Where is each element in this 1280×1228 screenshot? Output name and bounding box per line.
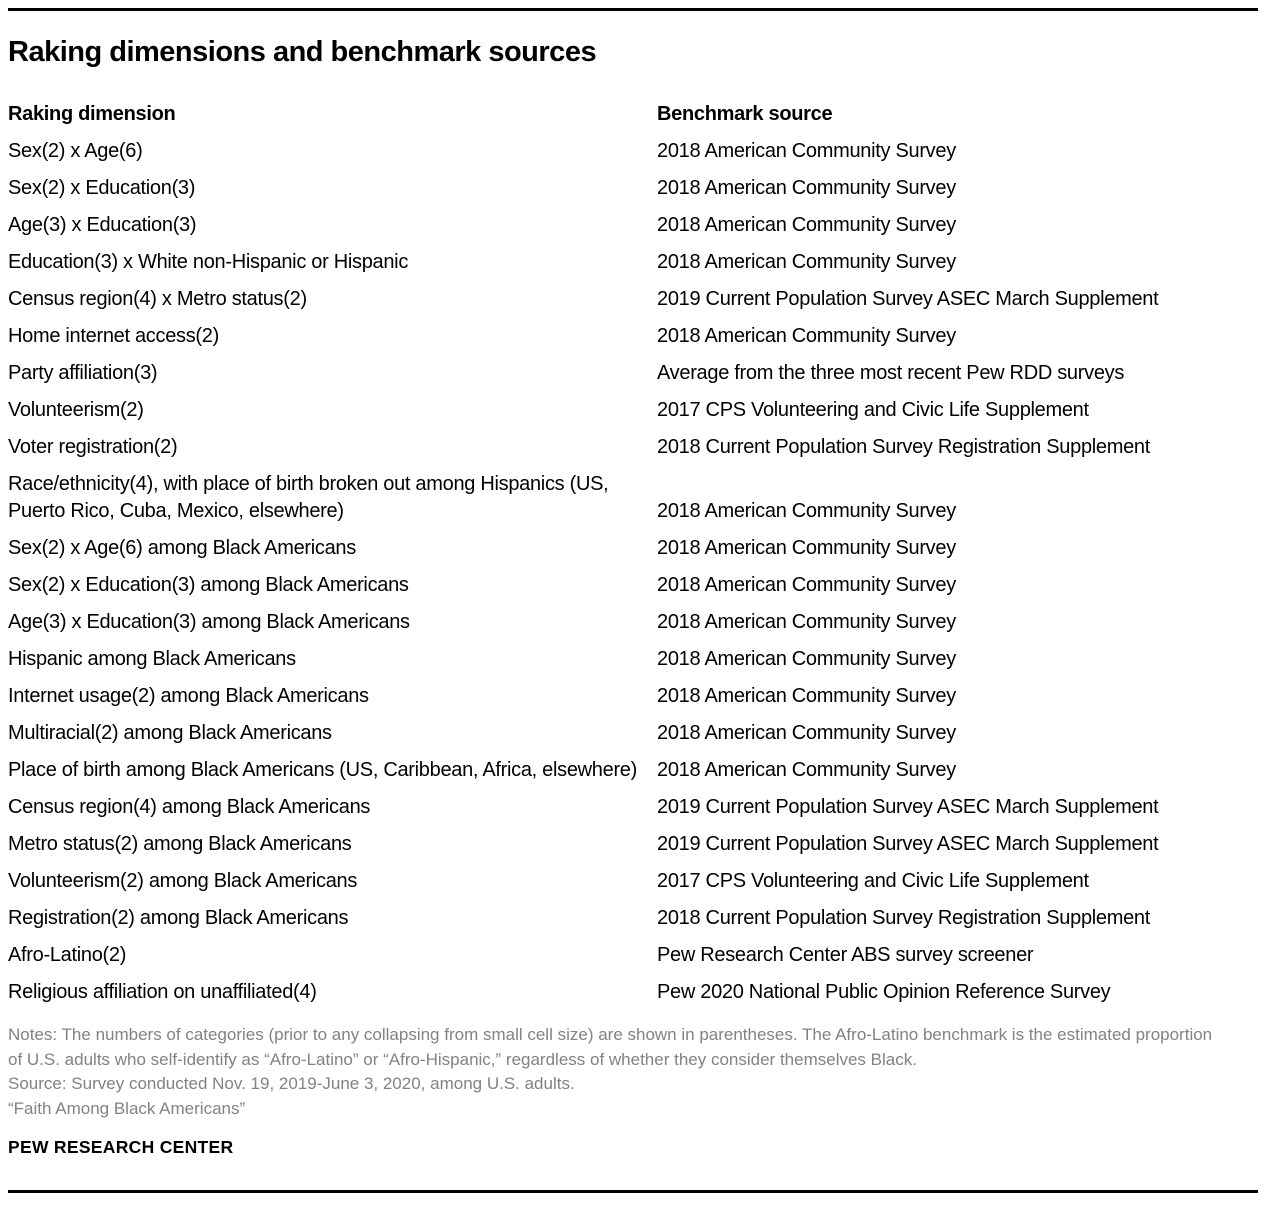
benchmark-source-cell: 2018 American Community Survey (657, 325, 956, 347)
table-row (8, 604, 1258, 641)
report-title-text: “Faith Among Black Americans” (8, 1098, 246, 1118)
table-row (8, 715, 1258, 752)
table-row (8, 244, 1258, 281)
table-row (8, 641, 1258, 678)
table-row (8, 789, 1258, 826)
raking-dimension-cell: Sex(2) x Age(6) (8, 140, 143, 162)
raking-dimension-cell: Census region(4) x Metro status(2) (8, 288, 307, 310)
raking-dimension-cell: Volunteerism(2) among Black Americans (8, 870, 358, 892)
table-row (8, 170, 1258, 207)
benchmark-source-cell: 2018 American Community Survey (657, 648, 956, 670)
benchmark-source-cell: 2019 Current Population Survey ASEC March Supplement (657, 288, 1159, 310)
raking-dimension-cell: Voter registration(2) (8, 436, 178, 458)
benchmark-source-cell: 2018 American Community Survey (657, 500, 956, 522)
benchmark-source-cell: 2018 American Community Survey (657, 574, 956, 596)
raking-dimension-cell: Census region(4) among Black Americans (8, 796, 371, 818)
raking-dimension-cell: Multiracial(2) among Black Americans (8, 722, 332, 744)
benchmark-source-cell: 2018 American Community Survey (657, 759, 956, 781)
table-row (8, 567, 1258, 604)
benchmark-source-cell: 2017 CPS Volunteering and Civic Life Supplement (657, 870, 1089, 892)
benchmark-source-cell: 2018 American Community Survey (657, 251, 956, 273)
table-row (8, 133, 1258, 170)
raking-dimension-cell: Hispanic among Black Americans (8, 648, 296, 670)
table-row (8, 678, 1258, 715)
table-row (8, 207, 1258, 244)
raking-dimension-cell: Registration(2) among Black Americans (8, 907, 349, 929)
pew-research-center-brand: PEW RESEARCH CENTER (8, 1137, 234, 1157)
raking-dimension-cell: Volunteerism(2) (8, 399, 144, 421)
benchmark-source-cell: 2018 American Community Survey (657, 177, 956, 199)
table-row (8, 281, 1258, 318)
benchmark-source-cell: Pew 2020 National Public Opinion Reference Survey (657, 981, 1111, 1003)
table-row (8, 355, 1258, 392)
raking-dimension-cell: Religious affiliation on unaffiliated(4) (8, 981, 317, 1003)
raking-dimension-cell: Home internet access(2) (8, 325, 219, 347)
table-header-row (8, 96, 1258, 133)
raking-dimension-cell: Sex(2) x Education(3) among Black Americans (8, 574, 409, 596)
table-row (8, 318, 1258, 355)
notes-text: Notes: The numbers of categories (prior to any collapsing from small cell size) are shown in parentheses. The Afro-Latino benchmark is the estimated proportion of U.S. adults who self-identify as “Afro-Latino” or “Afro-Hispanic,” regardless of whether they consider themselves Black. (8, 1025, 1213, 1069)
table-row (8, 937, 1258, 974)
raking-dimension-cell: Age(3) x Education(3) among Black Americans (8, 611, 410, 633)
table-row (8, 900, 1258, 937)
column-header-benchmark-source: Benchmark source (657, 103, 833, 125)
table-row (8, 863, 1258, 900)
table-body (8, 133, 1258, 1011)
benchmark-source-cell: 2018 American Community Survey (657, 685, 956, 707)
benchmark-source-cell: 2018 American Community Survey (657, 537, 956, 559)
raking-dimension-cell: Race/ethnicity(4), with place of birth broken out among Hispanics (US, Puerto Rico, Cuba, Mexico, elsewhere) (8, 473, 609, 522)
benchmark-source-cell: Average from the three most recent Pew RDD surveys (657, 362, 1125, 384)
table-row (8, 530, 1258, 567)
table-row (8, 752, 1258, 789)
benchmark-source-cell: 2017 CPS Volunteering and Civic Life Supplement (657, 399, 1089, 421)
top-rule (8, 8, 1258, 11)
benchmark-source-cell: 2018 American Community Survey (657, 722, 956, 744)
column-header-raking-dimension: Raking dimension (8, 103, 176, 125)
raking-dimension-cell: Metro status(2) among Black Americans (8, 833, 352, 855)
page-title: Raking dimensions and benchmark sources (8, 36, 597, 68)
table-row (8, 392, 1258, 429)
benchmark-source-cell: Pew Research Center ABS survey screener (657, 944, 1034, 966)
raking-dimension-cell: Place of birth among Black Americans (US, Caribbean, Africa, elsewhere) (8, 759, 637, 781)
table-row (8, 974, 1258, 1011)
table-row (8, 429, 1258, 466)
raking-dimension-cell: Sex(2) x Education(3) (8, 177, 196, 199)
table-row (8, 826, 1258, 863)
benchmark-source-cell: 2018 American Community Survey (657, 140, 956, 162)
source-text: Source: Survey conducted Nov. 19, 2019-June 3, 2020, among U.S. adults. (8, 1074, 575, 1093)
raking-dimension-cell: Internet usage(2) among Black Americans (8, 685, 369, 707)
benchmark-source-cell: 2018 Current Population Survey Registration Supplement (657, 907, 1150, 929)
benchmark-source-cell: 2018 American Community Survey (657, 611, 956, 633)
raking-dimension-cell: Sex(2) x Age(6) among Black Americans (8, 537, 356, 559)
benchmark-source-cell: 2019 Current Population Survey ASEC March Supplement (657, 833, 1159, 855)
raking-dimension-cell: Education(3) x White non-Hispanic or Hispanic (8, 251, 409, 273)
benchmark-source-cell: 2019 Current Population Survey ASEC March Supplement (657, 796, 1159, 818)
report-table-page (8, 0, 1258, 1193)
raking-dimension-cell: Age(3) x Education(3) (8, 214, 197, 236)
benchmark-source-cell: 2018 Current Population Survey Registration Supplement (657, 436, 1150, 458)
bottom-rule (8, 1190, 1258, 1193)
benchmark-source-cell: 2018 American Community Survey (657, 214, 956, 236)
raking-dimension-cell: Afro-Latino(2) (8, 944, 127, 966)
raking-dimension-cell: Party affiliation(3) (8, 362, 158, 384)
table-row (8, 466, 1258, 530)
raking-benchmark-table (8, 96, 1258, 1011)
